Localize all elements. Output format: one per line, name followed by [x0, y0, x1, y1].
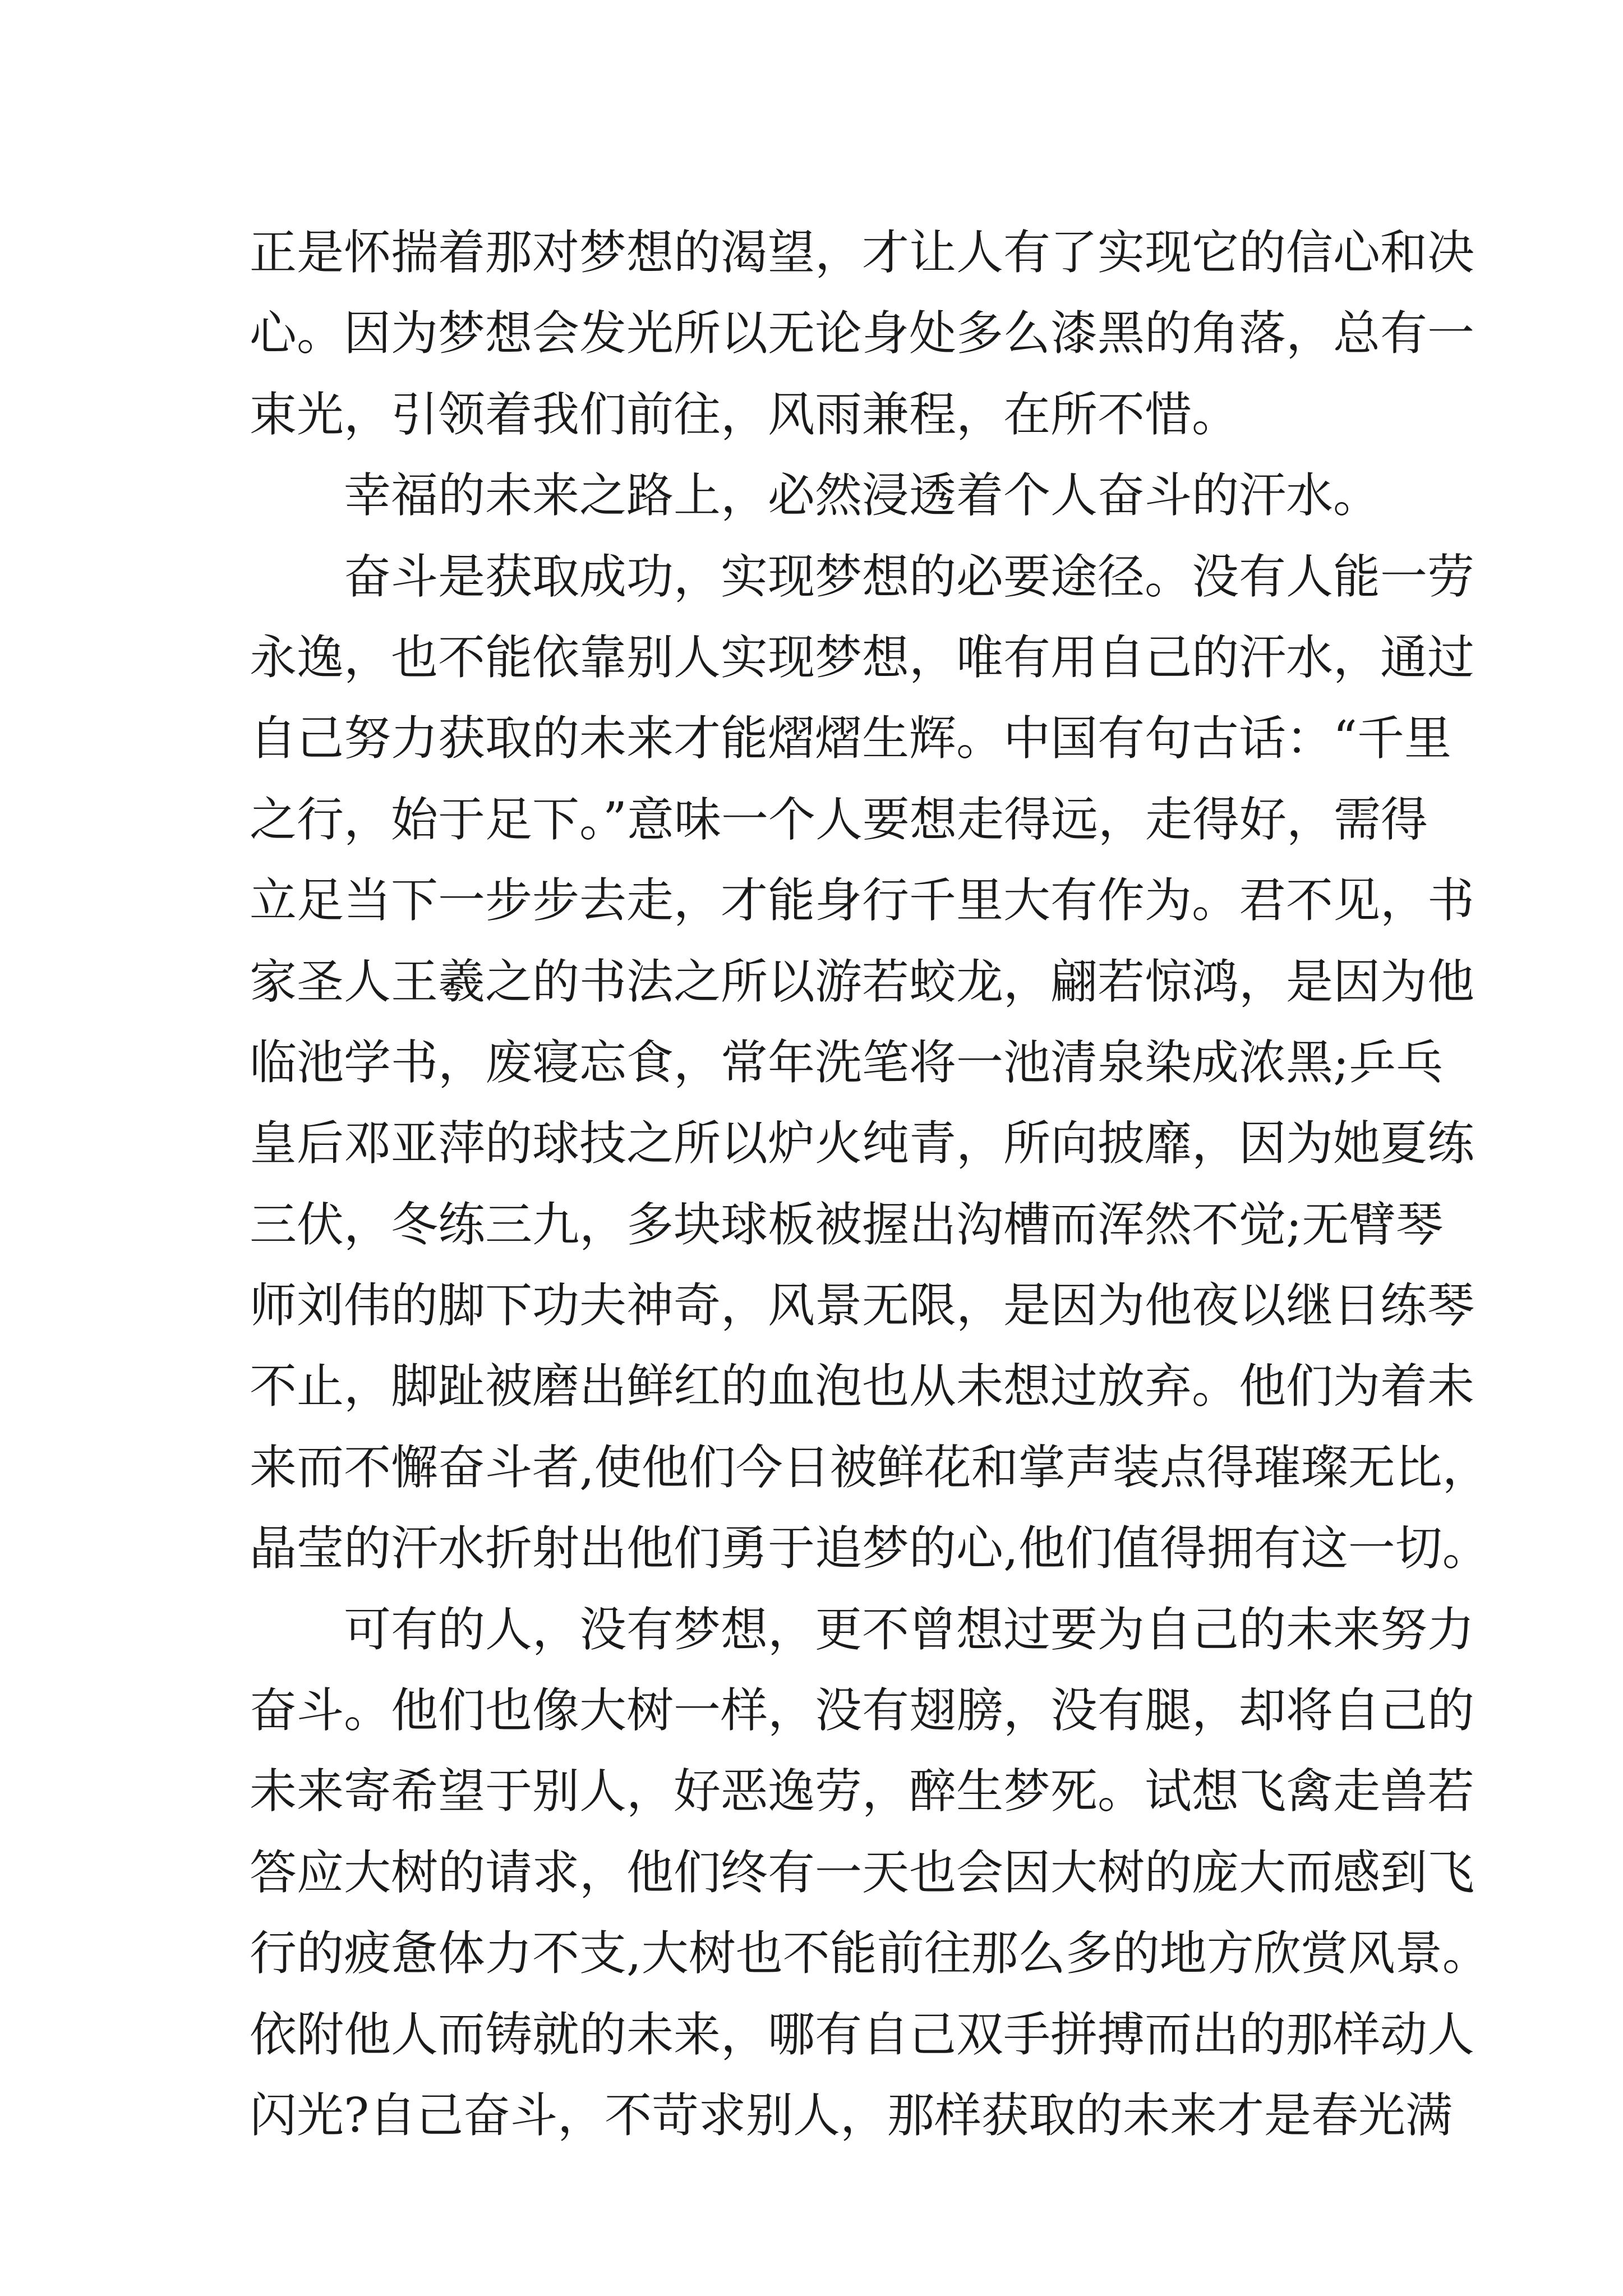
text-line: 未来寄希望于别人，好恶逸劳，醉生梦死。试想飞禽走兽若 [250, 1764, 1475, 1819]
text-line: 心。因为梦想会发光所以无论身处多么漆黑的角落，总有一 [250, 306, 1475, 361]
text-line: 正是怀揣着那对梦想的渴望，才让人有了实现它的信心和决 [250, 225, 1475, 280]
text-line: 皇后邓亚萍的球技之所以炉火纯青，所向披靡，因为她夏练 [250, 1116, 1475, 1171]
text-line: 家圣人王羲之的书法之所以游若蛟龙，翩若惊鸿，是因为他 [250, 954, 1475, 1009]
text-line: 三伏，冬练三九，多块球板被握出沟槽而浑然不觉;无臂琴 [250, 1197, 1444, 1252]
paragraph-line: 幸福的未来之路上，必然浸透着个人奋斗的汗水。 [344, 468, 1381, 523]
text-line: 奋斗。他们也像大树一样，没有翅膀，没有腿，却将自己的 [250, 1683, 1475, 1738]
text-line: 师刘伟的脚下功夫神奇，风景无限，是因为他夜以继日练琴 [250, 1278, 1475, 1333]
text-line: 闪光?自己奋斗，不苛求别人，那样获取的未来才是春光满 [250, 2087, 1453, 2143]
text-line: 晶莹的汗水折射出他们勇于追梦的心,他们值得拥有这一切。 [250, 1521, 1490, 1576]
text-line: 行的疲惫体力不支,大树也不能前往那么多的地方欣赏风景。 [250, 1926, 1490, 1981]
text-line: 不止，脚趾被磨出鲜红的血泡也从未想过放弃。他们为着未 [250, 1359, 1475, 1414]
text-line: 临池学书，废寝忘食，常年洗笔将一池清泉染成浓黑;乒乓 [250, 1034, 1444, 1090]
text-line: 立足当下一步步去走，才能身行千里大有作为。君不见，书 [250, 873, 1475, 928]
text-line: 来而不懈奋斗者,使他们今日被鲜花和掌声装点得璀璨无比， [250, 1439, 1490, 1495]
text-line: 答应大树的请求，他们终有一天也会因大树的庞大而感到飞 [250, 1844, 1475, 1900]
text-line: 自己努力获取的未来才能熠熠生辉。中国有句古话：“千里 [250, 711, 1451, 766]
paragraph-line: 奋斗是获取成功，实现梦想的必要途径。没有人能一劳 [344, 549, 1475, 604]
text-line: 依附他人而铸就的未来，哪有自己双手拼搏而出的那样动人 [250, 2007, 1475, 2062]
paragraph-line: 可有的人，没有梦想，更不曾想过要为自己的未来努力 [344, 1602, 1475, 1657]
text-line: 之行，始于足下。”意味一个人要想走得远，走得好，需得 [250, 792, 1428, 847]
text-line: 束光，引领着我们前往，风雨兼程，在所不惜。 [250, 386, 1239, 442]
body-text [250, 212, 1490, 2156]
text-line: 永逸，也不能依靠别人实现梦想，唯有用自己的汗水，通过 [250, 629, 1475, 685]
